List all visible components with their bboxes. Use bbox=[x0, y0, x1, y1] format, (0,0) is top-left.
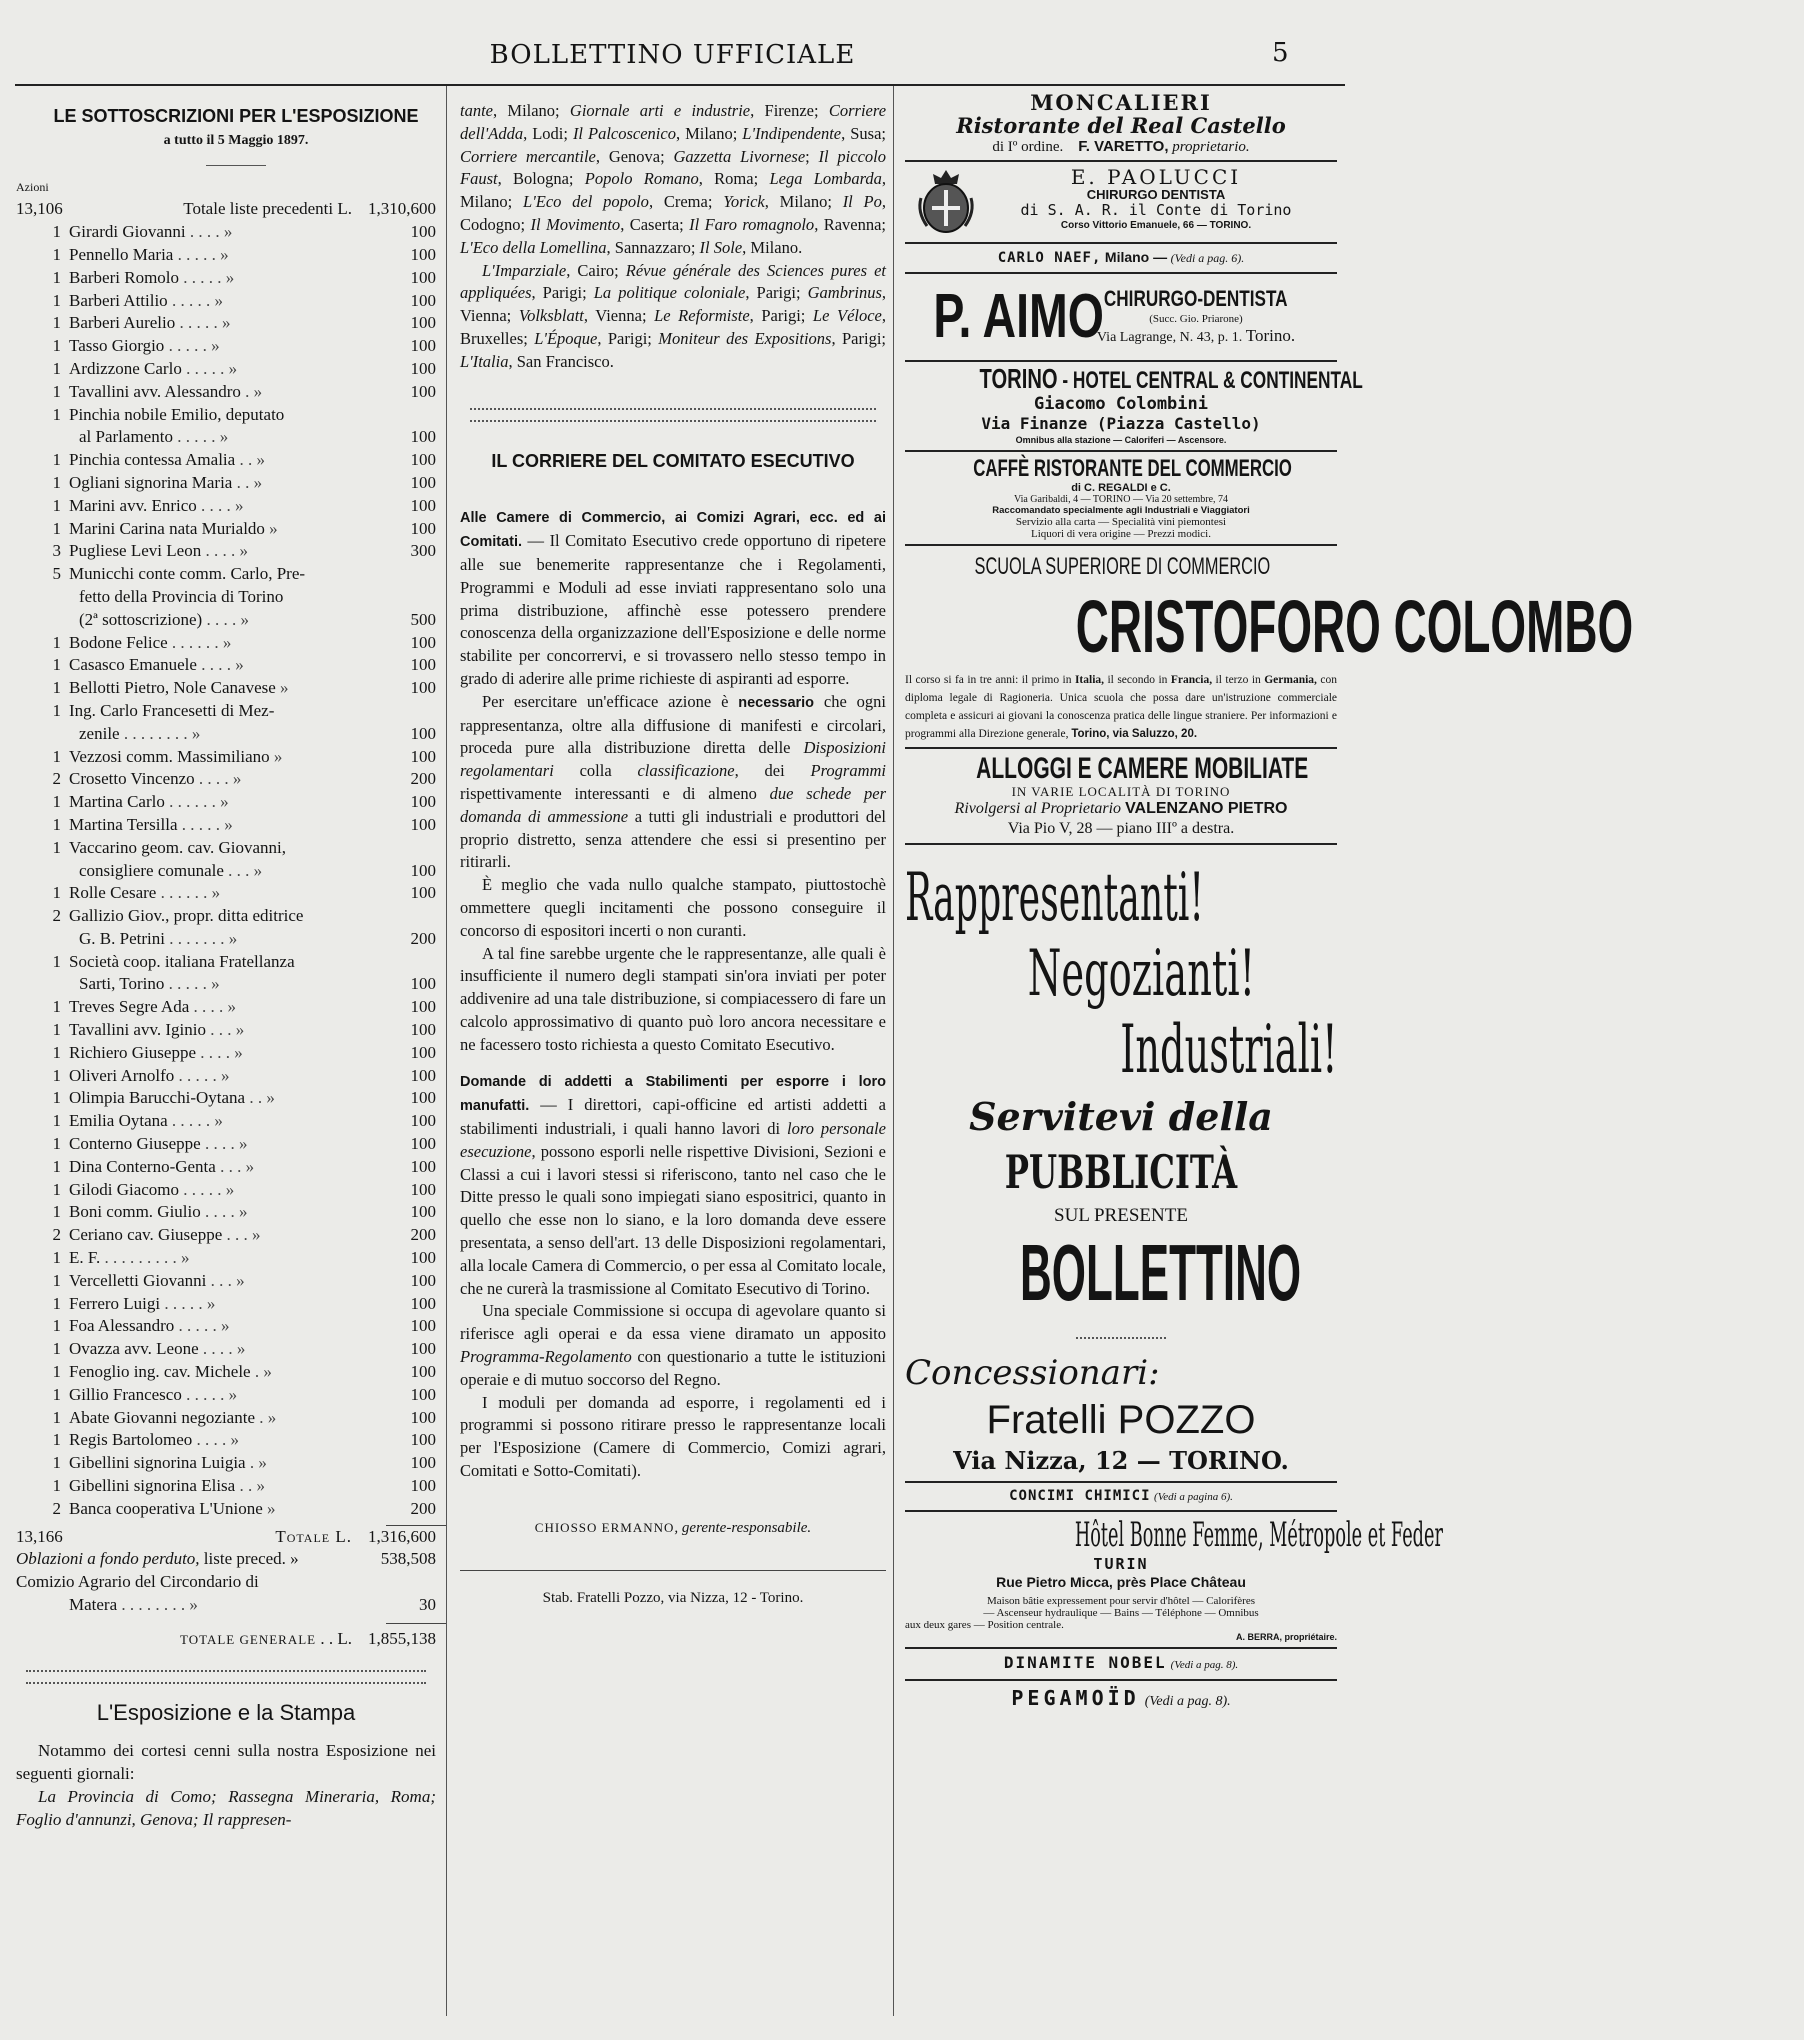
subscription-qty: 1 bbox=[52, 655, 61, 675]
table-row bbox=[16, 905, 436, 928]
table-row bbox=[16, 540, 436, 563]
subscription-name: Martina Carlo . . . . . . » bbox=[69, 792, 229, 812]
ad-moncalieri: MONCALIERI Ristorante del Real Castello di Iº ordine. F. VARETTO, proprietario. bbox=[956, 90, 1286, 155]
corriere-p4: A tal fine sarebbe urgente che le rappresentanze, alle quali è insufficiente il numero degli stampati sin'ora inviati per poter addivenire ad una tale distribuzione, si compiacessero di fare un calcolo approssimativo di quanto può loro ancora necessitare e ne facessero tosto richiesta a questo Comitato Esecutivo. bbox=[460, 943, 886, 1054]
oblazioni-label: Oblazioni a fondo perduto, bbox=[16, 1549, 200, 1569]
page-header-title: BOLLETTINO UFFICIALE bbox=[489, 40, 856, 70]
subscription-name: Vercelletti Giovanni . . . » bbox=[69, 1270, 245, 1290]
subscription-name: Vezzosi comm. Massimiliano » bbox=[69, 746, 283, 766]
subscription-amount: 100 bbox=[410, 1248, 436, 1268]
subscription-qty: 1 bbox=[52, 404, 61, 424]
ad-aimo: P. AIMO CHIRURGO-DENTISTA (Succ. Gio. Priarone) Via Lagrange, N. 43, p. 1. Torino. bbox=[933, 282, 1296, 351]
column-news bbox=[460, 100, 886, 1609]
subscription-name: Fenoglio ing. cav. Michele . » bbox=[69, 1362, 272, 1382]
table-row bbox=[16, 1201, 436, 1224]
ad-dinamite: DINAMITE NOBEL (Vedi a pag. 8). bbox=[1003, 1653, 1239, 1672]
table-row bbox=[16, 1338, 436, 1361]
corriere-p7: I moduli per domanda ad esporre, i regolamenti ed i programmi si possono ritirare presso le rappresentanze locali per l'Esposizione (Camere di Commercio, Comizi agrari, Comitati e Sotto-Comitati). bbox=[460, 1392, 886, 1481]
subscription-name: Ogliani signorina Maria . . » bbox=[69, 472, 263, 492]
column-subscriptions bbox=[16, 105, 436, 1832]
subscription-amount: 100 bbox=[410, 1293, 436, 1313]
ad-pubblicita: Rappresentanti! Negozianti! Industriali! Servitevi della PUBBLICITÀ SUL PRESENTE BOLLETTINO Concessionari: Fratelli POZZO Via Nizza, 12 — TORINO. bbox=[905, 859, 1337, 1475]
subscription-amount: 100 bbox=[410, 1065, 436, 1085]
table-row bbox=[16, 1133, 436, 1156]
subscription-qty: 1 bbox=[52, 1476, 61, 1496]
subscription-name: Martina Tersilla . . . . . » bbox=[69, 814, 233, 834]
subscription-name: fetto della Provincia di Torino bbox=[79, 586, 284, 606]
subscription-name: consigliere comunale . . . » bbox=[79, 860, 263, 880]
subscriptions-subtitle: a tutto il 5 Maggio 1897. bbox=[163, 132, 309, 148]
subscription-amount: 100 bbox=[410, 1453, 436, 1473]
subscription-amount: 100 bbox=[410, 336, 436, 356]
table-row bbox=[16, 586, 436, 609]
subscription-name: Conterno Giuseppe . . . . » bbox=[69, 1134, 248, 1154]
subscription-amount: 100 bbox=[410, 1316, 436, 1336]
table-row bbox=[16, 563, 436, 586]
table-row bbox=[16, 1315, 436, 1338]
subscription-name: Marini avv. Enrico . . . . » bbox=[69, 495, 244, 515]
subscription-name: Marini Carina nata Murialdo » bbox=[69, 518, 278, 538]
subscription-qty: 1 bbox=[52, 358, 61, 378]
subscription-amount: 100 bbox=[410, 974, 436, 994]
wavy-divider bbox=[26, 1670, 426, 1684]
table-row bbox=[16, 768, 436, 791]
subscription-name: Vaccarino geom. cav. Giovanni, bbox=[69, 837, 286, 857]
subscription-qty: 1 bbox=[52, 700, 61, 720]
corriere-p5: Domande di addetti a Stabilimenti per esporre i loro manufatti. — I direttori, capi-officine ed artisti addetti a stabilimenti industriali, i quali hanno lavori di loro personale esecuzione, possono esporli nelle rispettive Divisioni, Sezioni e Classi a cui i lavori stessi si riferiscono, tanto nel caso che le Ditte presso le quali sono impiegati siano espositrici, quanto in quello che esse non lo siano, e la loro domanda deve essere presentata, a senso dell'art. 13 delle Disposizioni regolamentari, alla locale Camera di Commercio, o per essa al Comitato locale, che ne curerà la trasmissione al Comitato Esecutivo di Torino. bbox=[460, 1074, 886, 1298]
subscription-amount: 100 bbox=[410, 427, 436, 447]
subscription-qty: 1 bbox=[52, 632, 61, 652]
oblazioni-amount: 538,508 bbox=[380, 1549, 436, 1569]
subscription-name: Gillio Francesco . . . . . » bbox=[69, 1384, 238, 1404]
subscription-amount: 100 bbox=[410, 860, 436, 880]
subscription-amount: 100 bbox=[410, 792, 436, 812]
subscription-name: Emilia Oytana . . . . . » bbox=[69, 1111, 223, 1131]
subscription-name: Pinchia nobile Emilio, deputato bbox=[69, 404, 285, 424]
subscription-qty: 1 bbox=[52, 1088, 61, 1108]
subscription-amount: 100 bbox=[410, 244, 436, 264]
subscription-name: Ing. Carlo Francesetti di Mez- bbox=[69, 700, 275, 720]
ad-naef: CARLO NAEF, Milano — (Vedi a pag. 6). bbox=[997, 249, 1245, 266]
subscription-amount: 100 bbox=[410, 518, 436, 538]
subscription-name: Ceriano cav. Giuseppe . . . » bbox=[69, 1225, 261, 1245]
signature: CHIOSSO ERMANNO, gerente-responsabile. bbox=[534, 1519, 812, 1536]
subscription-amount: 100 bbox=[410, 814, 436, 834]
subscription-amount: 100 bbox=[410, 1111, 436, 1131]
header-rule bbox=[15, 84, 1345, 86]
subscription-name: Crosetto Vincenzo . . . . » bbox=[69, 769, 242, 789]
subscription-name: Pinchia contessa Amalia . . » bbox=[69, 450, 265, 470]
oblazioni-row bbox=[16, 1548, 436, 1571]
column-divider-right bbox=[893, 86, 894, 2016]
table-row bbox=[16, 221, 436, 244]
subscription-qty: 1 bbox=[52, 1316, 61, 1336]
table-row bbox=[16, 472, 436, 495]
table-row bbox=[16, 1498, 436, 1521]
subscription-name: Olimpia Barucchi-Oytana . . » bbox=[69, 1088, 275, 1108]
previous-total-row bbox=[16, 198, 436, 221]
subscription-amount: 500 bbox=[410, 609, 436, 629]
subscription-qty: 1 bbox=[52, 313, 61, 333]
royal-crest-icon bbox=[915, 168, 977, 234]
table-row bbox=[16, 426, 436, 449]
oblazioni-rest: liste preced. » bbox=[199, 1549, 299, 1569]
table-row bbox=[16, 837, 436, 860]
subscription-qty: 1 bbox=[52, 336, 61, 356]
subscription-qty: 1 bbox=[52, 1407, 61, 1427]
generale-dots: . . L. bbox=[316, 1628, 352, 1648]
subscription-amount: 100 bbox=[410, 723, 436, 743]
subscription-name: Boni comm. Giulio . . . . » bbox=[69, 1202, 248, 1222]
generale-amount: 1,855,138 bbox=[368, 1628, 436, 1648]
comizio-amount: 30 bbox=[419, 1595, 436, 1614]
ad-alloggi: ALLOGGI E CAMERE MOBILIATE IN VARIE LOCALITÀ DI TORINO Rivolgersi al Proprietario VALENZANO PIETRO Via Pio V, 28 — piano IIIº a destra. bbox=[954, 752, 1309, 837]
subscription-name: Municchi conte comm. Carlo, Pre- bbox=[69, 564, 306, 584]
subscription-qty: 1 bbox=[52, 1362, 61, 1382]
subscription-amount: 100 bbox=[410, 358, 436, 378]
subscription-amount: 100 bbox=[410, 1339, 436, 1359]
subscription-name: Girardi Giovanni . . . . » bbox=[69, 222, 233, 242]
subscription-name: Barberi Attilio . . . . . » bbox=[69, 290, 223, 310]
page-number: 5 bbox=[1272, 38, 1289, 68]
subscription-qty: 1 bbox=[52, 837, 61, 857]
subscription-name: Bellotti Pietro, Nole Canavese » bbox=[69, 678, 289, 698]
azioni-label: Azioni bbox=[16, 179, 49, 194]
total-row bbox=[16, 1526, 436, 1549]
table-row bbox=[16, 1429, 436, 1452]
comizio-dots: . . . . . . . . » bbox=[117, 1595, 198, 1614]
subscription-amount: 100 bbox=[410, 1042, 436, 1062]
subscription-qty: 1 bbox=[52, 997, 61, 1017]
table-row bbox=[16, 495, 436, 518]
subscription-name: Società coop. italiana Fratellanza bbox=[69, 951, 295, 971]
subscription-amount: 100 bbox=[410, 1179, 436, 1199]
table-row bbox=[16, 1110, 436, 1133]
subscription-qty: 1 bbox=[52, 951, 61, 971]
column-ads bbox=[905, 90, 1634, 1715]
subscription-name: Bodone Felice . . . . . . » bbox=[69, 632, 232, 652]
stampa-list-cont: tante, Milano; Giornale arti e industrie, Firenze; Corriere dell'Adda, Lodi; Il Palcoscenico, Milano; L'Indipendente, Susa; Corriere mercantile, Genova; Gazzetta Livornese; Il piccolo Faust, Bologna; Popolo Romano, Roma; Lega Lombarda, Milano; L'Eco del popolo, Crema; Yorick, Milano; Il Po, Codogno; Il Movimento, Caserta; Il Faro romagnolo, Ravenna; L'Eco della Lomellina, Sannazzaro; Il Sole, Milano. bbox=[460, 101, 887, 257]
table-row bbox=[16, 1384, 436, 1407]
subscription-qty: 1 bbox=[52, 1453, 61, 1473]
subscription-name: Ardizzone Carlo . . . . . » bbox=[69, 358, 238, 378]
subscription-qty: 1 bbox=[52, 290, 61, 310]
corriere-p2: Per esercitare un'efficace azione è necessario che ogni rappresentanza, oltre alla diffusione di manifesti e circolari, proceda pure alla distribuzione diretta delle Disposizioni regolamentari colla classificazione, dei Programmi rispettivamente interessanti e di almeno due schede per domanda di ammessione a tutti gli industriali e produttori del proprio distretto, senza attendere che essi si presentino per ritirarli. bbox=[460, 691, 887, 872]
subscription-name: Treves Segre Ada . . . . » bbox=[69, 997, 236, 1017]
subscription-name: Gilodi Giacomo . . . . . » bbox=[69, 1179, 235, 1199]
table-row bbox=[16, 1087, 436, 1110]
table-row bbox=[16, 335, 436, 358]
subscription-qty: 1 bbox=[52, 495, 61, 515]
wavy-divider-2 bbox=[470, 408, 876, 422]
subscription-amount: 100 bbox=[410, 313, 436, 333]
subscription-amount: 100 bbox=[410, 1476, 436, 1496]
table-row bbox=[16, 677, 436, 700]
subscription-qty: 1 bbox=[52, 883, 61, 903]
table-row bbox=[16, 609, 436, 632]
ad-concimi: CONCIMI CHIMICI (Vedi a pagina 6). bbox=[1009, 1488, 1233, 1504]
subscription-name: G. B. Petrini . . . . . . . » bbox=[79, 928, 238, 948]
subscription-qty: 1 bbox=[52, 1134, 61, 1154]
subscription-qty: 1 bbox=[52, 1065, 61, 1085]
table-row bbox=[16, 267, 436, 290]
subscription-qty: 5 bbox=[52, 564, 61, 584]
subscription-name: Ferrero Luigi . . . . . » bbox=[69, 1293, 216, 1313]
subscription-name: Foa Alessandro . . . . . » bbox=[69, 1316, 230, 1336]
table-row bbox=[16, 1247, 436, 1270]
generale-label: TOTALE GENERALE bbox=[179, 1631, 317, 1647]
table-row bbox=[16, 381, 436, 404]
subscription-amount: 100 bbox=[410, 267, 436, 287]
subscription-qty: 2 bbox=[52, 1498, 61, 1518]
subscription-amount: 100 bbox=[410, 655, 436, 675]
table-row bbox=[16, 1475, 436, 1498]
corriere-p6: Una speciale Commissione si occupa di agevolare quanto si riferisce agli operai e da essa viene diramato un apposito Programma-Regolamento con questionario a tutte le istituzioni operaie e di mutuo soccorso del Regno. bbox=[460, 1301, 886, 1389]
subscription-amount: 100 bbox=[410, 290, 436, 310]
subscription-name: Tasso Giorgio . . . . . » bbox=[69, 336, 220, 356]
table-row bbox=[16, 1042, 436, 1065]
table-row bbox=[16, 928, 436, 951]
subscription-qty: 1 bbox=[52, 1179, 61, 1199]
table-row bbox=[16, 1065, 436, 1088]
table-row bbox=[16, 1270, 436, 1293]
subscription-amount: 100 bbox=[410, 1202, 436, 1222]
subscription-amount: 100 bbox=[410, 381, 436, 401]
table-row bbox=[16, 1156, 436, 1179]
table-row bbox=[16, 1019, 436, 1042]
comizio-line2: Matera bbox=[69, 1595, 118, 1614]
stampa-title: L'Esposizione e la Stampa bbox=[96, 1699, 356, 1725]
subscription-name: Regis Bartolomeo . . . . » bbox=[69, 1430, 239, 1450]
subscription-qty: 1 bbox=[52, 1111, 61, 1131]
subscription-qty: 1 bbox=[52, 814, 61, 834]
subscription-amount: 100 bbox=[410, 678, 436, 698]
total-label: Totale L. bbox=[275, 1526, 352, 1546]
table-row bbox=[16, 723, 436, 746]
table-row bbox=[16, 746, 436, 769]
subscription-name: Tavallini avv. Iginio . . . » bbox=[69, 1020, 245, 1040]
table-row bbox=[16, 882, 436, 905]
subscription-amount: 100 bbox=[410, 883, 436, 903]
subscription-amount: 200 bbox=[410, 1498, 436, 1518]
ad-caffe: CAFFÈ RISTORANTE DEL COMMERCIO di C. REGALDI e C. Via Garibaldi, 4 — TORINO — Via 20 settembre, 74 Raccomandato specialmente agli Industriali e Viaggiatori Servizio alla carta — Specialità vini piemontesi Liquori di vera origine — Prezzi modici. bbox=[973, 455, 1292, 540]
subscription-qty: 1 bbox=[52, 1270, 61, 1290]
table-row bbox=[16, 1452, 436, 1475]
subscription-name: Pennello Maria . . . . . » bbox=[69, 244, 229, 264]
subscription-qty: 1 bbox=[52, 1042, 61, 1062]
subscription-amount: 200 bbox=[410, 769, 436, 789]
subscription-qty: 1 bbox=[52, 792, 61, 812]
subscription-list bbox=[16, 221, 436, 1520]
table-row bbox=[16, 312, 436, 335]
subscription-amount: 100 bbox=[410, 450, 436, 470]
subscription-amount: 100 bbox=[410, 495, 436, 515]
table-row bbox=[16, 700, 436, 723]
subscription-qty: 1 bbox=[52, 1339, 61, 1359]
subscription-amount: 100 bbox=[410, 1270, 436, 1290]
subscription-qty: 1 bbox=[52, 1384, 61, 1404]
subscription-name: Casasco Emanuele . . . . » bbox=[69, 655, 244, 675]
table-row bbox=[16, 244, 436, 267]
table-row bbox=[16, 449, 436, 472]
subscription-amount: 100 bbox=[410, 222, 436, 242]
subscription-name: al Parlamento . . . . . » bbox=[79, 427, 229, 447]
subscription-name: Oliveri Arnolfo . . . . . » bbox=[69, 1065, 230, 1085]
table-row bbox=[16, 1224, 436, 1247]
subscription-name: Pugliese Levi Leon . . . . » bbox=[69, 541, 248, 561]
subscription-qty: 1 bbox=[52, 1156, 61, 1176]
subscription-name: Tavallini avv. Alessandro . » bbox=[69, 381, 263, 401]
subscription-amount: 100 bbox=[410, 472, 436, 492]
subscription-qty: 1 bbox=[52, 1020, 61, 1040]
table-row bbox=[16, 632, 436, 655]
stampa-list2: L'Imparziale, Cairo; Révue générale des Sciences pures et appliquées, Parigi; La politique coloniale, Parigi; Gambrinus, Vienna; Volksblatt, Vienna; Le Reformiste, Parigi; Le Véloce, Bruxelles; L'Époque, Parigi; Moniteur des Expositions, Parigi; L'Italia, San Francisco. bbox=[460, 260, 887, 371]
table-row bbox=[16, 518, 436, 541]
table-row bbox=[16, 860, 436, 883]
subscription-qty: 1 bbox=[52, 472, 61, 492]
previous-total-amount: 1,310,600 bbox=[368, 199, 436, 219]
stampa-intro: Notammo dei cortesi cenni sulla nostra Esposizione nei seguenti giornali: bbox=[16, 1741, 436, 1784]
subscription-name: Gallizio Giov., propr. ditta editrice bbox=[69, 906, 304, 926]
generale-row bbox=[16, 1628, 436, 1652]
corriere-p3: È meglio che vada nullo qualche stampato, piuttostochè ommettere quegli incitamenti che possono conseguire il concorso di espositori incerti o non curanti. bbox=[460, 875, 886, 940]
short-divider bbox=[206, 165, 266, 166]
subscription-name: E. F. . . . . . . . . . » bbox=[69, 1248, 190, 1268]
column-divider-left bbox=[446, 86, 447, 2016]
table-row bbox=[16, 1179, 436, 1202]
corriere-title: IL CORRIERE DEL COMITATO ESECUTIVO bbox=[491, 450, 855, 471]
corriere-p1: Alle Camere di Commercio, ai Comizi Agrari, ecc. ed ai Comitati. — Il Comitato Esecutivo crede opportuno di ripetere alle sue benemerite rappresentanze che i Regolamenti, Programmi e Moduli ad esse inviati rappresentano solo una prima distribuzione, affinchè esse potessero prendere conoscenza della organizzazione dell'Esposizione e delle norme stabilite per concorrervi, e si trovassero nello stesso tempo in grado di aderire alle prime richieste di aspiranti ad esporre. bbox=[460, 510, 886, 688]
subscription-qty: 1 bbox=[52, 1248, 61, 1268]
subscription-qty: 2 bbox=[52, 769, 61, 789]
table-row bbox=[16, 973, 436, 996]
subscription-qty: 1 bbox=[52, 1430, 61, 1450]
subscription-qty: 1 bbox=[52, 267, 61, 287]
subscription-name: Ovazza avv. Leone . . . . » bbox=[69, 1339, 246, 1359]
subscription-amount: 100 bbox=[410, 632, 436, 652]
subscription-name: Sarti, Torino . . . . . » bbox=[79, 974, 220, 994]
subscription-amount: 100 bbox=[410, 1407, 436, 1427]
subscription-name: Gibellini signorina Luigia . » bbox=[69, 1453, 267, 1473]
subscription-amount: 100 bbox=[410, 746, 436, 766]
ad-hotel-bonne: Hôtel Bonne Femme, Métropole et Feder TURIN Rue Pietro Micca, près Place Château Maison bâtie expressement pour servir d'hôtel — Calorifères — Ascenseur hydraulique — Bains — Téléphone — Omnibus aux deux gares — Position centrale. A. BERRA, propriétaire. bbox=[905, 1515, 1443, 1642]
subscription-qty: 3 bbox=[52, 541, 61, 561]
subscription-qty: 1 bbox=[52, 244, 61, 264]
subscription-amount: 300 bbox=[410, 541, 436, 561]
subscription-qty: 1 bbox=[52, 518, 61, 538]
subscription-qty: 1 bbox=[52, 450, 61, 470]
previous-total-label: Totale liste precedenti L. bbox=[183, 199, 352, 219]
subscription-amount: 200 bbox=[410, 1225, 436, 1245]
ad-pegamoid: PEGAMOÏD (Vedi a pag. 8). bbox=[1011, 1686, 1231, 1710]
subscription-qty: 1 bbox=[52, 381, 61, 401]
ad-scuola: SCUOLA SUPERIORE DI COMMERCIO CRISTOFORO COLOMBO Il corso si fa in tre anni: il primo in Italia, il secondo in Francia, il terzo in Germania, con diploma legale di Ragioneria. Unica scuola che possa dare un'istruzione commerciale completa e assicuri ai giovani la conoscenza pratica delle lingue straniere. Per informazioni e programmi alla Direzione generale, Torino, via Saluzzo, 20. bbox=[905, 553, 1634, 740]
table-row bbox=[16, 814, 436, 837]
subscription-amount: 100 bbox=[410, 1088, 436, 1108]
subscription-qty: 1 bbox=[52, 222, 61, 242]
subscription-amount: 100 bbox=[410, 997, 436, 1017]
total-amount: 1,316,600 bbox=[368, 1526, 436, 1546]
subscription-name: Gibellini signorina Elisa . . » bbox=[69, 1476, 265, 1496]
comizio-line1: Comizio Agrario del Circondario di bbox=[16, 1572, 259, 1592]
comizio-row bbox=[16, 1594, 436, 1617]
subscription-name: Richiero Giuseppe . . . . » bbox=[69, 1042, 243, 1062]
table-row bbox=[16, 290, 436, 313]
previous-total-qty: 13,106 bbox=[16, 199, 63, 219]
table-row bbox=[16, 1293, 436, 1316]
sum-rule-2 bbox=[386, 1623, 446, 1624]
table-row bbox=[16, 1361, 436, 1384]
subscription-amount: 200 bbox=[410, 928, 436, 948]
table-row bbox=[16, 654, 436, 677]
subscription-amount: 100 bbox=[410, 1384, 436, 1404]
subscription-name: Rolle Cesare . . . . . . » bbox=[69, 883, 221, 903]
subscription-name: (2ª sottoscrizione) . . . . » bbox=[79, 609, 249, 629]
stampa-list-start: La Provincia di Como; Rassegna Mineraria, Roma; Foglio d'annunzi, Genova; Il rappresen- bbox=[16, 1786, 436, 1829]
subscription-qty: 1 bbox=[52, 746, 61, 766]
subscription-amount: 100 bbox=[410, 1134, 436, 1154]
subscription-amount: 100 bbox=[410, 1362, 436, 1382]
table-row bbox=[16, 404, 436, 427]
table-row bbox=[16, 791, 436, 814]
subscription-name: Abate Giovanni negoziante . » bbox=[69, 1407, 277, 1427]
table-row bbox=[16, 358, 436, 381]
subscription-name: zenile . . . . . . . . » bbox=[79, 723, 201, 743]
ad-paolucci: E. PAOLUCCI CHIRURGO DENTISTA di S. A. R. il Conte di Torino Corso Vittorio Emanuele, 66 — TORINO. bbox=[905, 166, 1337, 238]
subscription-name: Dina Conterno-Genta . . . » bbox=[69, 1156, 255, 1176]
subscriptions-title: LE SOTTOSCRIZIONI PER L'ESPOSIZIONE bbox=[53, 106, 419, 126]
subscription-name: Barberi Romolo . . . . . » bbox=[69, 267, 235, 287]
subscription-qty: 1 bbox=[52, 1202, 61, 1222]
subscription-amount: 100 bbox=[410, 1430, 436, 1450]
subscription-amount: 100 bbox=[410, 1020, 436, 1040]
subscription-amount: 100 bbox=[410, 1156, 436, 1176]
subscription-qty: 2 bbox=[52, 1225, 61, 1245]
table-row bbox=[16, 1407, 436, 1430]
subscription-name: Barberi Aurelio . . . . . » bbox=[69, 313, 231, 333]
table-row bbox=[16, 951, 436, 974]
subscription-qty: 1 bbox=[52, 678, 61, 698]
subscription-qty: 1 bbox=[52, 1293, 61, 1313]
total-qty: 13,166 bbox=[16, 1526, 63, 1546]
subscription-name: Banca cooperativa L'Unione » bbox=[69, 1498, 276, 1518]
printer-line: Stab. Fratelli Pozzo, via Nizza, 12 - Torino. bbox=[460, 1570, 886, 1610]
ad-hotel-central: TORINO - HOTEL CENTRAL & CONTINENTAL Giacomo Colombini Via Finanze (Piazza Castello) Omnibus alla stazione — Caloriferi — Ascensore. bbox=[979, 363, 1363, 445]
table-row bbox=[16, 996, 436, 1019]
subscription-qty: 2 bbox=[52, 906, 61, 926]
